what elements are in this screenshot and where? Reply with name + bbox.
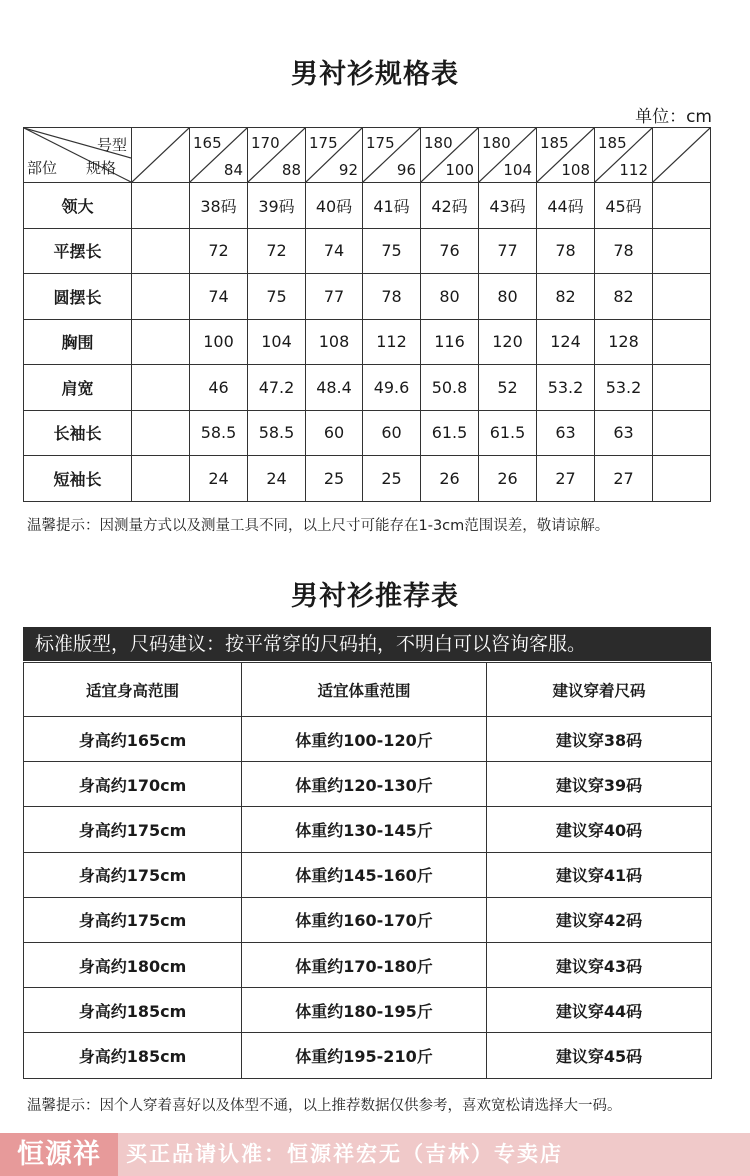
- spec-value-cell: 82: [595, 274, 653, 320]
- size-header-cell: [190, 128, 248, 183]
- recommend-cell: 建议穿44码: [487, 988, 712, 1033]
- empty-cell: [653, 228, 711, 274]
- recommend-cell: 体重约120-130斤: [242, 762, 487, 807]
- spec-row: [24, 456, 711, 502]
- recommend-cell: 身高约185cm: [24, 1033, 242, 1078]
- corner-label-size: 号型: [96, 136, 127, 154]
- part-label: 圆摆长: [24, 274, 132, 320]
- size-height: 175: [309, 134, 338, 152]
- footer-store-text: 买正品请认准：恒源祥宏无（吉林）专卖店: [126, 1142, 563, 1166]
- cell-diagonal-line: [653, 128, 710, 182]
- size-chest: 100: [445, 161, 474, 179]
- size-height: 180: [482, 134, 511, 152]
- spec-header-row: [24, 128, 711, 183]
- recommend-cell: 体重约160-170斤: [242, 897, 487, 942]
- spec-value-cell: 63: [595, 410, 653, 456]
- recommend-cell: 建议穿39码: [487, 762, 712, 807]
- cell-diagonal-line: [132, 128, 189, 182]
- spec-value-cell: 25: [306, 456, 363, 502]
- spec-value-cell: 49.6: [363, 365, 421, 411]
- recommend-table-title: 男衬衫推荐表: [291, 581, 459, 612]
- spec-note: 温馨提示：因测量方式以及测量工具不同，以上尺寸可能存在1-3cm范围误差，敬请谅解。: [27, 518, 610, 534]
- spec-value-cell: 47.2: [248, 365, 306, 411]
- spec-row: [24, 228, 711, 274]
- spec-value-cell: 43码: [479, 183, 537, 229]
- spec-value-cell: 124: [537, 319, 595, 365]
- spec-value-cell: 74: [306, 228, 363, 274]
- recommend-cell: 身高约175cm: [24, 897, 242, 942]
- size-height: 170: [251, 134, 280, 152]
- spec-value-cell: 24: [190, 456, 248, 502]
- spec-value-cell: 128: [595, 319, 653, 365]
- recommend-cell: 建议穿40码: [487, 807, 712, 852]
- spec-row: [24, 319, 711, 365]
- recommend-row: [24, 762, 712, 807]
- recommend-row: [24, 897, 712, 942]
- size-chest: 112: [619, 161, 648, 179]
- recommend-header-cell: 适宜身高范围: [24, 663, 242, 717]
- recommend-cell: 身高约185cm: [24, 988, 242, 1033]
- recommend-row: [24, 1033, 712, 1078]
- spec-value-cell: 77: [479, 228, 537, 274]
- size-chest: 88: [281, 161, 301, 179]
- spec-value-cell: 42码: [421, 183, 479, 229]
- empty-cell: [132, 228, 190, 274]
- empty-cell: [653, 319, 711, 365]
- recommend-cell: 体重约145-160斤: [242, 852, 487, 897]
- size-chest: 84: [223, 161, 243, 179]
- spec-value-cell: 120: [479, 319, 537, 365]
- corner-label-part: 部位: [27, 159, 58, 177]
- spec-value-cell: 53.2: [537, 365, 595, 411]
- spec-value-cell: 77: [306, 274, 363, 320]
- spec-value-cell: 82: [537, 274, 595, 320]
- empty-cell: [653, 456, 711, 502]
- spec-value-cell: 40码: [306, 183, 363, 229]
- spec-value-cell: 61.5: [421, 410, 479, 456]
- recommend-row: [24, 852, 712, 897]
- size-height: 165: [193, 134, 222, 152]
- part-label: 短袖长: [24, 456, 132, 502]
- spec-value-cell: 39码: [248, 183, 306, 229]
- size-chest: 92: [338, 161, 358, 179]
- spec-value-cell: 75: [248, 274, 306, 320]
- spec-value-cell: 112: [363, 319, 421, 365]
- spec-row: [24, 365, 711, 411]
- empty-cell: [132, 365, 190, 411]
- empty-cell: [653, 410, 711, 456]
- recommend-cell: 体重约170-180斤: [242, 942, 487, 987]
- empty-cell: [132, 274, 190, 320]
- corner-label-spec: 规格: [86, 159, 117, 177]
- spec-value-cell: 78: [537, 228, 595, 274]
- recommend-banner: 标准版型，尺码建议：按平常穿的尺码拍，不明白可以咨询客服。: [23, 627, 711, 661]
- size-height: 180: [424, 134, 453, 152]
- spec-table-title: 男衬衫规格表: [291, 59, 459, 90]
- spec-value-cell: 80: [421, 274, 479, 320]
- empty-cell: [132, 183, 190, 229]
- spec-row: [24, 183, 711, 229]
- spec-value-cell: 78: [595, 228, 653, 274]
- corner-header-cell: [24, 128, 132, 183]
- spec-value-cell: 72: [190, 228, 248, 274]
- unit-label: 单位：cm: [635, 107, 712, 127]
- spec-row: [24, 410, 711, 456]
- size-chest: 104: [503, 161, 532, 179]
- empty-cell: [132, 456, 190, 502]
- spec-value-cell: 26: [479, 456, 537, 502]
- spec-value-cell: 41码: [363, 183, 421, 229]
- spec-value-cell: 38码: [190, 183, 248, 229]
- spec-value-cell: 45码: [595, 183, 653, 229]
- spec-value-cell: 78: [363, 274, 421, 320]
- empty-cell: [653, 365, 711, 411]
- spec-value-cell: 104: [248, 319, 306, 365]
- spec-value-cell: 75: [363, 228, 421, 274]
- size-chest: 96: [396, 161, 416, 179]
- spec-value-cell: 63: [537, 410, 595, 456]
- recommend-cell: 建议穿41码: [487, 852, 712, 897]
- recommend-cell: 身高约165cm: [24, 717, 242, 762]
- size-header-cell: [248, 128, 306, 183]
- recommend-cell: 体重约180-195斤: [242, 988, 487, 1033]
- spec-value-cell: 44码: [537, 183, 595, 229]
- recommend-cell: 体重约195-210斤: [242, 1033, 487, 1078]
- part-label: 平摆长: [24, 228, 132, 274]
- spec-value-cell: 76: [421, 228, 479, 274]
- recommend-cell: 建议穿45码: [487, 1033, 712, 1078]
- blank-size-cell: [653, 128, 711, 183]
- size-header-cell: [421, 128, 479, 183]
- recommend-row: [24, 942, 712, 987]
- part-label: 胸围: [24, 319, 132, 365]
- empty-cell: [653, 274, 711, 320]
- size-header-cell: [595, 128, 653, 183]
- spec-value-cell: 100: [190, 319, 248, 365]
- spec-value-cell: 58.5: [248, 410, 306, 456]
- spec-value-cell: 48.4: [306, 365, 363, 411]
- empty-cell: [132, 410, 190, 456]
- spec-value-cell: 60: [363, 410, 421, 456]
- spec-value-cell: 46: [190, 365, 248, 411]
- spec-value-cell: 26: [421, 456, 479, 502]
- spec-value-cell: 61.5: [479, 410, 537, 456]
- spec-value-cell: 116: [421, 319, 479, 365]
- recommend-cell: 体重约130-145斤: [242, 807, 487, 852]
- spec-value-cell: 50.8: [421, 365, 479, 411]
- size-chest: 108: [561, 161, 590, 179]
- size-header-cell: [306, 128, 363, 183]
- recommend-row: [24, 717, 712, 762]
- recommend-header-cell: 建议穿着尺码: [487, 663, 712, 717]
- spec-value-cell: 60: [306, 410, 363, 456]
- part-label: 领大: [24, 183, 132, 229]
- size-header-cell: [479, 128, 537, 183]
- recommend-cell: 身高约170cm: [24, 762, 242, 807]
- recommend-row: [24, 988, 712, 1033]
- empty-cell: [132, 319, 190, 365]
- spec-value-cell: 25: [363, 456, 421, 502]
- recommend-header-row: [24, 663, 712, 717]
- recommend-cell: 建议穿43码: [487, 942, 712, 987]
- spec-value-cell: 72: [248, 228, 306, 274]
- part-label: 肩宽: [24, 365, 132, 411]
- recommend-note: 温馨提示：因个人穿着喜好以及体型不通，以上推荐数据仅供参考，喜欢宽松请选择大一码。: [27, 1098, 622, 1114]
- spec-value-cell: 80: [479, 274, 537, 320]
- recommend-cell: 身高约175cm: [24, 852, 242, 897]
- recommend-table: [23, 662, 712, 1079]
- store-footer-banner: [0, 1133, 750, 1176]
- part-label: 长袖长: [24, 410, 132, 456]
- size-height: 185: [540, 134, 569, 152]
- recommend-header-cell: 适宜体重范围: [242, 663, 487, 717]
- spec-value-cell: 27: [537, 456, 595, 502]
- spec-table: [23, 127, 711, 502]
- recommend-row: [24, 807, 712, 852]
- spec-value-cell: 74: [190, 274, 248, 320]
- size-height: 175: [366, 134, 395, 152]
- recommend-cell: 体重约100-120斤: [242, 717, 487, 762]
- spec-row: [24, 274, 711, 320]
- blank-size-cell: [132, 128, 190, 183]
- size-height: 185: [598, 134, 627, 152]
- spec-value-cell: 53.2: [595, 365, 653, 411]
- spec-value-cell: 58.5: [190, 410, 248, 456]
- spec-value-cell: 24: [248, 456, 306, 502]
- recommend-cell: 建议穿42码: [487, 897, 712, 942]
- brand-logo: 恒源祥: [0, 1133, 118, 1176]
- recommend-cell: 身高约175cm: [24, 807, 242, 852]
- size-header-cell: [537, 128, 595, 183]
- recommend-cell: 建议穿38码: [487, 717, 712, 762]
- spec-value-cell: 52: [479, 365, 537, 411]
- empty-cell: [653, 183, 711, 229]
- spec-value-cell: 108: [306, 319, 363, 365]
- size-header-cell: [363, 128, 421, 183]
- recommend-cell: 身高约180cm: [24, 942, 242, 987]
- spec-value-cell: 27: [595, 456, 653, 502]
